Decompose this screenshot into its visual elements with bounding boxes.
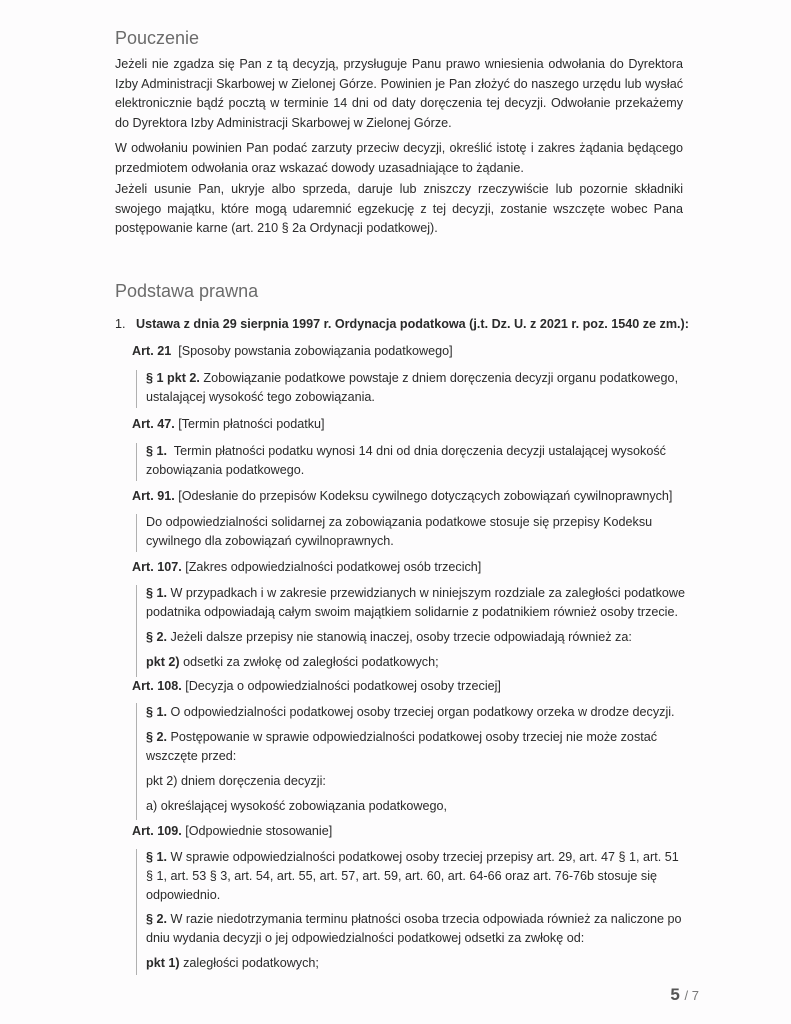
paragraph-text: Zobowiązanie podatkowe powstaje z dniem doręczenia decyzji organu podatkowego, <box>203 371 679 385</box>
art-109-p1 <box>146 848 679 867</box>
art-109-pkt <box>146 954 319 973</box>
pkt-label: pkt 2) <box>146 655 180 669</box>
total-pages: / 7 <box>684 988 699 1003</box>
pouczenie-paragraph-2: W odwołaniu powinien Pan podać zarzuty przeciw decyzji, określić istotę i zakres żądania będącego przedmiotem odwołania oraz wskazać dowody uzasadniające to żądanie. <box>115 141 683 175</box>
art-title: [Decyzja o odpowiedzialności podatkowej osoby trzeciej] <box>185 679 501 693</box>
paragraph-label: § 2. <box>146 630 168 644</box>
pkt-text: zaległości podatkowych; <box>183 956 319 970</box>
legal-act-item <box>115 315 689 334</box>
art-label: Art. 91. <box>132 489 175 503</box>
quote-bar <box>136 849 137 975</box>
paragraph-label: § 2. <box>146 730 168 744</box>
paragraph-text: Termin płatności podatku wynosi 14 dni od dnia doręczenia decyzji ustalającej wysokość <box>173 444 666 458</box>
art-108-pkt: pkt 2) dniem doręczenia decyzji: <box>146 774 326 788</box>
art-91-text-2: cywilnego dla zobowiązań cywilnoprawnych. <box>146 534 394 548</box>
art-109-p1-3: odpowiednio. <box>146 888 221 902</box>
art-107-p1-2: podatnika odpowiadają całym swoim majątkiem solidarnie z podatnikiem również osoby trzecie. <box>146 605 678 619</box>
quote-bar <box>136 585 137 677</box>
art-label: Art. 21 <box>132 344 172 358</box>
art-title: [Termin płatności podatku] <box>178 417 325 431</box>
art-47-text <box>146 442 666 461</box>
quote-bar <box>136 703 137 820</box>
current-page: 5 <box>670 985 680 1004</box>
paragraph-text: W sprawie odpowiedzialności podatkowej osoby trzeciej przepisy art. 29, art. 47 § 1, art. 51 <box>170 850 679 864</box>
art-label: Art. 108. <box>132 679 182 693</box>
art-107-p2 <box>146 628 632 647</box>
art-108-a: a) określającej wysokość zobowiązania podatkowego, <box>146 799 448 813</box>
paragraph-text: O odpowiedzialności podatkowej osoby trzeciej organ podatkowy orzeka w drodze decyzji. <box>170 705 675 719</box>
paragraph-label: § 1. <box>146 705 168 719</box>
paragraph-text: W przypadkach i w zakresie przewidzianych w niniejszym rozdziale za zaległości podatkowe <box>170 586 685 600</box>
page-number <box>670 985 699 1005</box>
paragraph-text: Postępowanie w sprawie odpowiedzialności podatkowej osoby trzeciej nie może zostać <box>170 730 658 744</box>
art-title: [Odesłanie do przepisów Kodeksu cywilnego dotyczących zobowiązań cywilnoprawnych] <box>178 489 673 503</box>
art-107-p1 <box>146 584 685 603</box>
art-109-p2 <box>146 910 682 929</box>
pouczenie-paragraph-1: Jeżeli nie zgadza się Pan z tą decyzją, przysługuje Panu prawo wniesienia odwołania do Dyrektora Izby Administracji Skarbowej w Zielonej Górze. Powinien je Pan złożyć do naszego urzędu lub wysłać elektronicznie bądź pocztą w terminie 14 dni od daty doręczenia tej decyzji. Odwołanie przekażemy do Dyrektora Izby Administracji Skarbowej w Zielonej Górze. <box>115 57 683 130</box>
quote-bar <box>136 370 137 408</box>
art-108-heading <box>132 677 501 696</box>
art-109-p2-2: dniu wydania decyzji o jej odpowiedzialności podatkowej odsetki za zwłokę od: <box>146 931 585 945</box>
art-107-pkt <box>146 653 439 672</box>
art-91-heading <box>132 487 672 506</box>
art-label: Art. 107. <box>132 560 182 574</box>
section-title-pouczenie: Pouczenie <box>115 28 200 48</box>
art-21-text-2: ustalającej wysokość tego zobowiązania. <box>146 390 375 404</box>
paragraph-label: § 1. <box>146 444 168 458</box>
art-107-heading <box>132 558 481 577</box>
paragraph-label: § 2. <box>146 912 168 926</box>
art-109-heading <box>132 822 332 841</box>
pouczenie-paragraph-3: Jeżeli usunie Pan, ukryje albo sprzeda, daruje lub zniszczy rzeczywiście lub pozornie składniki swojego majątku, które mogą udaremnić egzekucję z tej decyzji, zostanie wszczęte wobec Pana postępowanie karne (art. 210 § 2a Ordynacji podatkowej). <box>115 182 683 235</box>
paragraph-text: Jeżeli dalsze przepisy nie stanowią inaczej, osoby trzecie odpowiadają również za: <box>170 630 632 644</box>
art-47-heading <box>132 415 325 434</box>
art-109-p1-2: § 1, art. 53 § 3, art. 54, art. 55, art. 57, art. 59, art. 60, art. 64-66 oraz art. 76-76b stosuje się <box>146 869 658 883</box>
art-label: Art. 109. <box>132 824 182 838</box>
art-21-heading <box>132 342 453 361</box>
pkt-text: odsetki za zwłokę od zaległości podatkowych; <box>183 655 439 669</box>
pkt-label: pkt 1) <box>146 956 180 970</box>
quote-bar <box>136 443 137 481</box>
paragraph-label: § 1 pkt 2. <box>146 371 200 385</box>
item-number: 1. <box>115 317 126 331</box>
art-title: [Zakres odpowiedzialności podatkowej osób trzecich] <box>185 560 482 574</box>
paragraph-text: W razie niedotrzymania terminu płatności osoba trzecia odpowiada również za naliczone po <box>170 912 682 926</box>
item-title: Ustawa z dnia 29 sierpnia 1997 r. Ordynacja podatkowa (j.t. Dz. U. z 2021 r. poz. 1540 ze zm.): <box>136 317 689 331</box>
quote-bar <box>136 514 137 552</box>
art-108-p1 <box>146 703 675 722</box>
art-title: [Sposoby powstania zobowiązania podatkowego] <box>178 344 453 358</box>
section-title-podstawa: Podstawa prawna <box>115 281 259 301</box>
art-47-text-2: zobowiązania podatkowego. <box>146 463 305 477</box>
paragraph-label: § 1. <box>146 586 168 600</box>
art-label: Art. 47. <box>132 417 175 431</box>
art-108-p2 <box>146 728 657 747</box>
art-21-text <box>146 369 678 388</box>
paragraph-label: § 1. <box>146 850 168 864</box>
art-title: [Odpowiednie stosowanie] <box>185 824 333 838</box>
art-91-text: Do odpowiedzialności solidarnej za zobowiązania podatkowe stosuje się przepisy Kodeksu <box>146 515 653 529</box>
art-108-p2-2: wszczęte przed: <box>146 749 237 763</box>
